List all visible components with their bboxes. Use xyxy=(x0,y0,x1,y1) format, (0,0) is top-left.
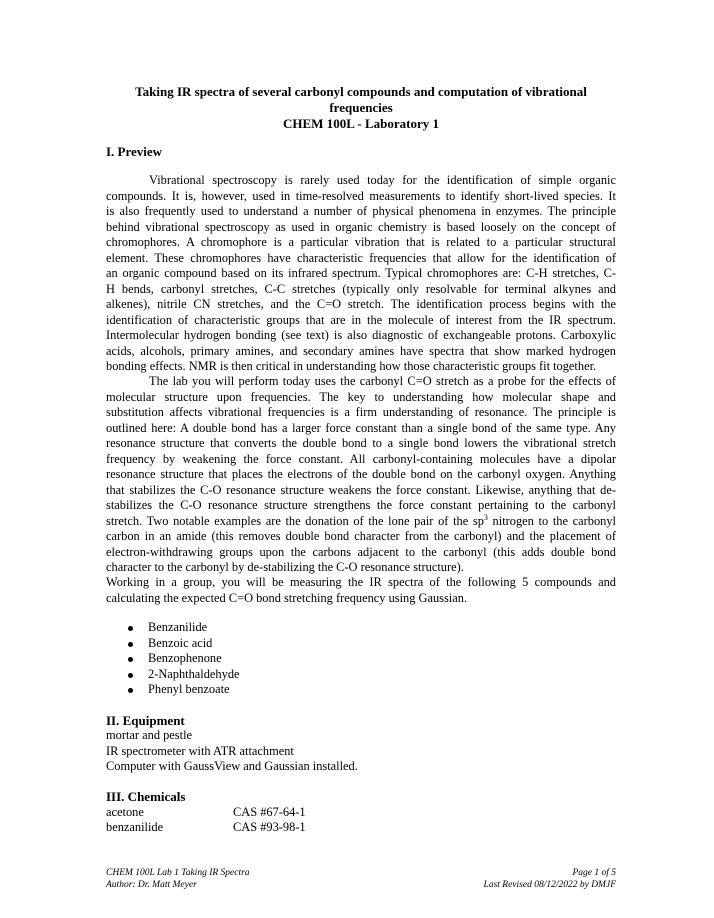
text-line: that stabilizes the C-O resonance structure weakens the force constant. Likewise, anything that de- xyxy=(106,482,616,497)
list-item: Benzanilide xyxy=(126,620,240,636)
text-line: an organic compound based on its infrared spectrum. Typical chromophores are: C-H stretches, C- xyxy=(106,266,616,280)
text-fragment: nitrogen to the carbonyl xyxy=(487,513,616,528)
preview-paragraph-1 xyxy=(106,173,616,375)
text-line: substitution affects vibrational frequencies is a firm understanding of resonance. The principle is xyxy=(106,405,616,419)
title-line-2: frequencies xyxy=(329,100,393,115)
text-line: behind vibrational spectroscopy as used in organic chemistry is based loosely on the concept of xyxy=(106,219,616,234)
text-line: Working in a group, you will be measuring the IR spectra of the following 5 compounds and xyxy=(106,575,616,589)
title-line-3: CHEM 100L - Laboratory 1 xyxy=(283,116,439,131)
chemical-name: benzanilide xyxy=(106,820,164,834)
preview-heading: I. Preview xyxy=(106,144,163,159)
footer-author: Author: Dr. Matt Meyer xyxy=(106,880,197,890)
list-item: Benzophenone xyxy=(126,651,240,667)
text-line: Intermolecular hydrogen bonding (see text) is also diagnostic of exchangeable protons. Carboxylic xyxy=(106,328,616,342)
text-line: acids, alcohols, primary amines, and secondary amines have spectra that show marked hydrogen xyxy=(106,343,616,358)
title-line-1: Taking IR spectra of several carbonyl compounds and computation of vibrational xyxy=(135,84,587,99)
equipment-item: IR spectrometer with ATR attachment xyxy=(106,744,294,758)
text-line: resonance structure that places the electrons of the double bond on the carbonyl oxygen. Anything xyxy=(106,467,616,481)
list-item: Phenyl benzoate xyxy=(126,682,240,698)
text-line: compounds. It is, however, used in time-resolved measurements to identify short-lived species. It xyxy=(106,188,616,203)
text-line: carbon in an amide (this removes double bond character from the carbonyl) and the placement of xyxy=(106,529,616,543)
text-line: molecular structure upon frequencies. The key to understanding how molecular shape and xyxy=(106,389,616,404)
text-line: element. These chromophores have characteristic frequencies that allow for the identification of xyxy=(106,250,616,265)
text-line: Vibrational spectroscopy is rarely used today for the identification of simple organic xyxy=(149,173,616,187)
page-footer xyxy=(106,867,616,891)
text-line: frequency by weakening the force constant. All carbonyl-containing molecules have a dipolar xyxy=(106,451,616,466)
document-title xyxy=(106,84,616,132)
superscript: 3 xyxy=(483,512,488,522)
chemical-row xyxy=(106,805,406,821)
text-line-with-superscript xyxy=(106,514,616,530)
list-item: Benzoic acid xyxy=(126,636,240,652)
footer-page-number: Page 1 of 5 xyxy=(572,868,616,878)
list-item: 2-Naphthaldehyde xyxy=(126,667,240,683)
text-line: alkenes), nitrile CN stretches, and the C=O stretch. The identification process begins with the xyxy=(106,297,616,311)
footer-revision: Last Revised 08/12/2022 by DMJF xyxy=(483,880,616,890)
text-line: outlined here: A double bond has a larger force constant than a single bond of the same type. Any xyxy=(106,420,616,435)
chemicals-heading: III. Chemicals xyxy=(106,789,186,804)
chemical-cas: CAS #93-98-1 xyxy=(233,820,306,834)
text-line: calculating the expected C=O bond stretching frequency using Gaussian. xyxy=(106,590,468,605)
equipment-item: mortar and pestle xyxy=(106,728,193,742)
text-line: bonding effects. NMR is then critical in understanding how those characteristic groups fit together. xyxy=(106,359,597,373)
text-line: chromophores. A chromophore is a particular vibration that is related to a particular structural xyxy=(106,235,616,249)
text-line: resonance structure that converts the double bond to a single bond lowers the vibrational stretch xyxy=(106,436,616,450)
text-line: The lab you will perform today uses the carbonyl C=O stretch as a probe for the effects of xyxy=(149,374,616,388)
equipment-heading: II. Equipment xyxy=(106,713,185,728)
text-line: stabilizes the C-O resonance structure strengthens the force constant pertaining to the carbonyl xyxy=(106,498,616,512)
preview-paragraph-2 xyxy=(106,374,616,576)
text-line: identification of characteristic groups that are in the molecule of interest from the IR spectrum. xyxy=(106,312,616,327)
chemical-name: acetone xyxy=(106,805,144,819)
text-line: electron-withdrawing groups upon the carbons adjacent to the carbonyl (this adds double bond xyxy=(106,544,616,559)
group-paragraph xyxy=(106,575,616,606)
text-line: is also frequently used to understand a number of physical phenomena in enzymes. The principle xyxy=(106,204,616,218)
equipment-item: Computer with GaussView and Gaussian installed. xyxy=(106,759,358,773)
compound-list xyxy=(126,620,240,698)
footer-course: CHEM 100L Lab 1 Taking IR Spectra xyxy=(106,868,250,878)
text-line: H bends, carbonyl stretches, C-C stretches (typically only resolvable for terminal alkynes and xyxy=(106,281,616,296)
text-line: character to the carbonyl by de-stabilizing the C-O resonance structure). xyxy=(106,560,464,574)
chemical-cas: CAS #67-64-1 xyxy=(233,805,306,819)
text-fragment: stretch. Two notable examples are the donation of the lone pair of the sp xyxy=(106,513,484,528)
chemical-row xyxy=(106,820,406,836)
